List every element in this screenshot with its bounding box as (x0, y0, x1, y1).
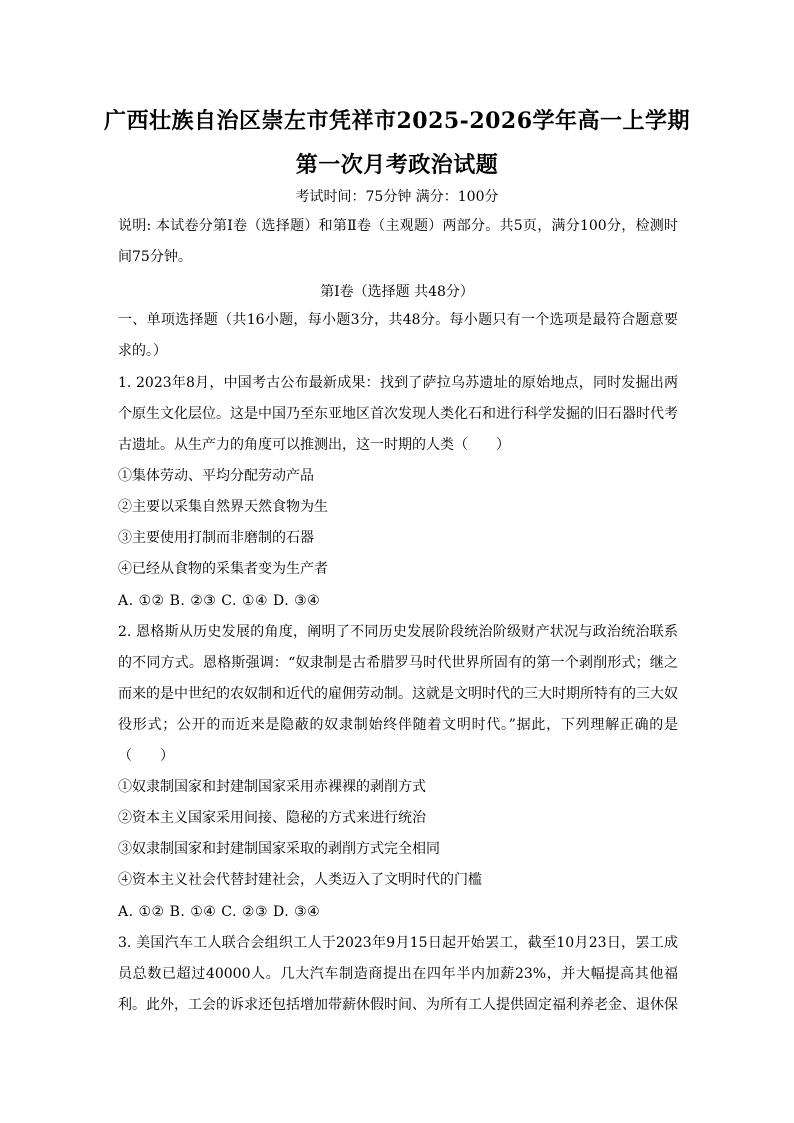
question-1-option-4: ④已经从食物的采集者变为生产者 (118, 561, 328, 577)
question-1-option-3: ③主要使用打制而非磨制的石器 (118, 530, 314, 546)
question-2-stem: 2. 恩格斯从历史发展的角度，阐明了不同历史发展阶段统治阶级财产状况与政治统治联系的不同方式。恩格斯强调：“奴隶制是古希腊罗马时代世界所固有的第一个剥削形式；继之而来的是中世纪的农奴制和近代的雇佣劳动制。这就是文明时代的三大时期所特有的三大奴役形式；公开的而近来是隐蔽的奴隶制始终伴随着文明时代。”据此，下列理解正确的是（ ） (118, 624, 678, 764)
question-2-option-2: ②资本主义国家采用间接、隐秘的方式来进行统治 (118, 810, 426, 826)
exam-title-line-1: 广西壮族自治区崇左市凭祥市2025-2026学年高一上学期 (103, 108, 691, 134)
question-1-option-2: ②主要以采集自然界天然食物为生 (118, 499, 328, 515)
exam-title-line-2: 第一次月考政治试题 (295, 152, 499, 178)
question-1-option-1: ①集体劳动、平均分配劳动产品 (118, 468, 314, 484)
question-1-answers: A. ①② B. ②③ C. ①④ D. ③④ (118, 593, 321, 609)
question-3-stem: 3. 美国汽车工人联合会组织工人于2023年9月15日起开始罢工，截至10月23日，罢工成员总数已超过40000人。几大汽车制造商提出在四年半内加薪23%，并大幅提高其他福利。此外，工会的诉求还包括增加带薪休假时间、为所有工人提供固定福利养老金、退休保 (118, 935, 678, 1013)
question-2-option-1: ①奴隶制国家和封建制国家采用赤裸裸的剥削方式 (118, 779, 426, 795)
instructions: 说明: 本试卷分第Ⅰ卷（选择题）和第Ⅱ卷（主观题）两部分。共5页，满分100分，检测时间75分钟。 (118, 218, 678, 265)
question-1-stem: 1. 2023年8月，中国考古公布最新成果：找到了萨拉乌苏遗址的原始地点，同时发掘出两个原生文化层位。这是中国乃至东亚地区首次发现人类化石和进行科学发掘的旧石器时代考古遗址。从生产力的角度可以推测出，这一时期的人类（ ） (118, 375, 678, 453)
exam-info: 考试时间：75分钟 满分：100分 (295, 189, 499, 205)
question-2-answers: A. ①② B. ①④ C. ②③ D. ③④ (118, 904, 321, 920)
part1-heading: 第Ⅰ卷（选择题 共48分） (320, 284, 474, 300)
question-2-option-4: ④资本主义社会代替封建社会，人类迈入了文明时代的门槛 (118, 872, 482, 888)
section1-heading: 一、单项选择题（共16小题，每小题3分，共48分。每小题只有一个选项是最符合题意要求的。） (118, 312, 678, 359)
question-2-option-3: ③奴隶制国家和封建制国家采取的剥削方式完全相同 (118, 841, 440, 857)
